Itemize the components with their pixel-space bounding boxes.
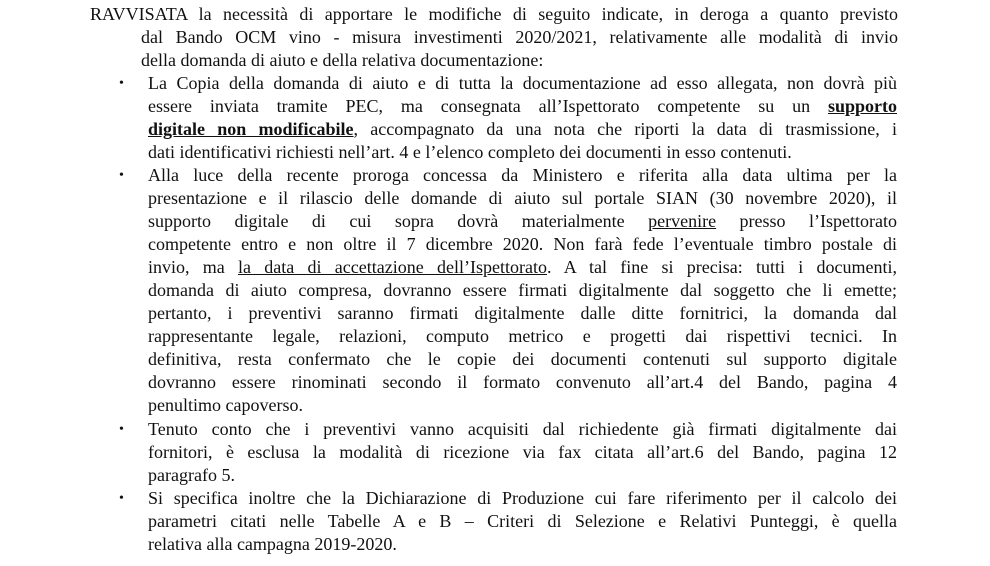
bullet-line: rappresentante legale, relazioni, computo metrico e progetti dai rispettivi tecnici. In <box>148 326 897 346</box>
text: essere inviata tramite PEC, ma consegnata all’Ispettorato competente su un <box>148 96 828 116</box>
intro-line: RAVVISATA la necessità di apportare le modifiche di seguito indicate, in deroga a quanto previsto <box>90 4 898 24</box>
text: , accompagnato da una nota che riporti la data di trasmissione, i <box>353 119 897 139</box>
bullet-icon: • <box>119 168 124 183</box>
bullet-line: competente entro e non oltre il 7 dicembre 2020. Non farà fede l’eventuale timbro postale di <box>148 234 897 254</box>
emphasis-text: digitale non modificabile <box>148 119 354 139</box>
emphasis-text: supporto <box>827 96 897 116</box>
underlined-text: la data di accettazione dell’Ispettorato <box>238 257 547 277</box>
bullet-line: Tenuto conto che i preventivi vanno acquisiti dal richiedente già firmati digitalmente dai <box>148 419 897 439</box>
text: invio, ma <box>148 257 239 277</box>
bullet-line: pertanto, i preventivi saranno firmati digitalmente dalle ditte fornitrici, la domanda dal <box>148 303 897 323</box>
intro-line: della domanda di aiuto e della relativa documentazione: <box>141 50 544 70</box>
bullet-line: La Copia della domanda di aiuto e di tutta la documentazione ad esso allegata, non dovrà più <box>148 73 897 93</box>
text: presso l’Ispettorato <box>716 211 897 231</box>
bullet-line: dovranno essere rinominati secondo il formato convenuto all’art.4 del Bando, pagina 4 <box>148 372 897 392</box>
bullet-line: paragrafo 5. <box>148 465 235 485</box>
bullet-line: penultimo capoverso. <box>148 395 303 415</box>
bullet-icon: • <box>119 491 124 506</box>
bullet-icon: • <box>119 422 124 437</box>
bullet-line <box>148 118 897 141</box>
bullet-line: parametri citati nelle Tabelle A e B – Criteri di Selezione e Relativi Punteggi, è quella <box>148 511 897 531</box>
bullet-line: relativa alla campagna 2019-2020. <box>148 534 397 554</box>
text: supporto digitale di cui sopra dovrà materialmente <box>148 211 649 231</box>
bullet-line: Si specifica inoltre che la Dichiarazione di Produzione cui fare riferimento per il calcolo dei <box>148 488 897 508</box>
intro-line: dal Bando OCM vino - misura investimenti 2020/2021, relativamente alle modalità di invio <box>141 27 898 47</box>
bullet-line: domanda di aiuto compresa, dovranno essere firmati digitalmente dal soggetto che li emette; <box>148 280 897 300</box>
bullet-line <box>148 95 897 118</box>
bullet-line: dati identificativi richiesti nell’art. 4 e l’elenco completo dei documenti in esso contenuti. <box>148 142 792 162</box>
bullet-line <box>148 256 897 279</box>
bullet-line <box>148 210 897 233</box>
bullet-line: definitiva, resta confermato che le copie dei documenti contenuti sul supporto digitale <box>148 349 897 369</box>
text: . A tal fine si precisa: tutti i documenti, <box>546 257 898 277</box>
bullet-icon: • <box>119 76 124 91</box>
bullet-line: Alla luce della recente proroga concessa da Ministero e riferita alla data ultima per la <box>148 165 897 185</box>
bullet-line: presentazione e il rilascio delle domande di aiuto sul portale SIAN (30 novembre 2020), il <box>148 188 897 208</box>
underlined-text: pervenire <box>648 211 717 231</box>
bullet-line: fornitori, è esclusa la modalità di ricezione via fax citata all’art.6 del Bando, pagina 12 <box>148 442 897 462</box>
